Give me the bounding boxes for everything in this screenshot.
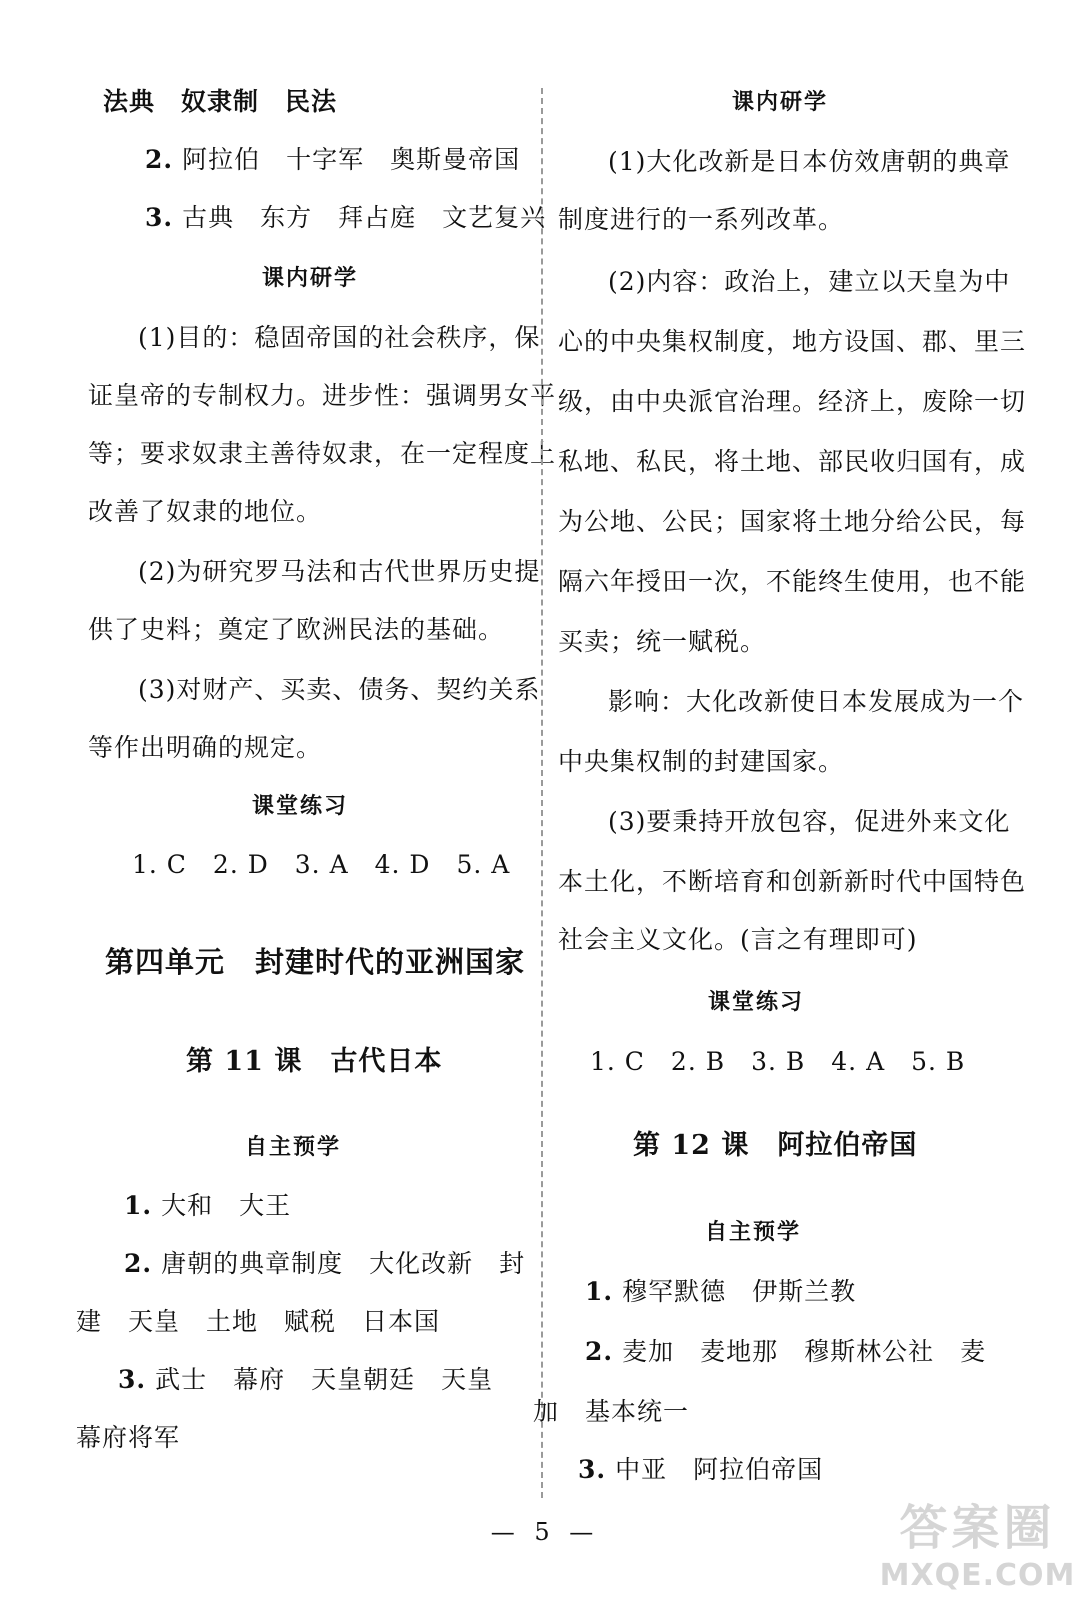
watermark-url: MXQE.COM bbox=[879, 1558, 1076, 1593]
item-number: 1. bbox=[124, 1191, 153, 1220]
section-heading-ketang-lianxi: 课堂练习 bbox=[252, 793, 349, 819]
section-heading-kenei-yanxue: 课内研学 bbox=[732, 89, 829, 115]
section-heading-kenei-yanxue: 课内研学 bbox=[262, 265, 359, 291]
item-number: 1. bbox=[585, 1277, 614, 1306]
item-number: 2. bbox=[585, 1337, 614, 1366]
preview-item-3 bbox=[118, 1360, 493, 1400]
paragraph-line: 级，由中央派官治理。经济上，废除一切 bbox=[558, 387, 1027, 416]
item-text: 阿拉伯 十字军 奥斯曼帝国 bbox=[182, 145, 521, 174]
preview-item-1 bbox=[124, 1186, 291, 1226]
paragraph-line: 改善了奴隶的地位。 bbox=[88, 497, 323, 526]
paragraph-line: 制度进行的一系列改革。 bbox=[558, 205, 845, 234]
preview-item-2-continued: 建 天皇 土地 赋税 日本国 bbox=[76, 1307, 441, 1336]
preview-item-3-continued: 幕府将军 bbox=[76, 1423, 181, 1452]
paragraph-line: 中央集权制的封建国家。 bbox=[558, 747, 845, 776]
paragraph-line: 私地、私民，将土地、部民收归国有，成 bbox=[558, 447, 1027, 476]
paragraph-line: (3)对财产、买卖、债务、契约关系 bbox=[138, 675, 541, 704]
paragraph-line: 等；要求奴隶主善待奴隶，在一定程度上 bbox=[88, 439, 557, 468]
preview-item-2-continued: 加 基本统一 bbox=[533, 1397, 690, 1426]
paragraph-line: 证皇帝的专制权力。进步性：强调男女平 bbox=[88, 381, 557, 410]
preview-item-1 bbox=[585, 1272, 856, 1312]
paragraph-line: (1)目的：稳固帝国的社会秩序，保 bbox=[138, 323, 541, 352]
item-text: 古典 东方 拜占庭 文艺复兴 bbox=[182, 203, 547, 232]
answer-item-3 bbox=[145, 198, 546, 238]
lesson-title: 第 12 课 阿拉伯帝国 bbox=[633, 1130, 918, 1161]
item-text: 武士 幕府 天皇朝廷 天皇 bbox=[155, 1365, 494, 1394]
paragraph-line: 影响：大化改新使日本发展成为一个 bbox=[608, 687, 1025, 716]
preview-item-3 bbox=[578, 1450, 823, 1490]
top-answer-line: 法典 奴隶制 民法 bbox=[103, 87, 338, 116]
paragraph-line: 心的中央集权制度，地方设国、郡、里三 bbox=[558, 327, 1027, 356]
paragraph-line: (1)大化改新是日本仿效唐朝的典章 bbox=[608, 147, 1011, 176]
paragraph-line: 买卖；统一赋税。 bbox=[558, 627, 767, 656]
unit-title: 第四单元 封建时代的亚洲国家 bbox=[105, 945, 526, 979]
paragraph-line: (3)要秉持开放包容，促进外来文化 bbox=[608, 807, 1011, 836]
item-text: 中亚 阿拉伯帝国 bbox=[615, 1455, 824, 1484]
item-number: 2. bbox=[124, 1249, 153, 1278]
answer-key-line: 1. C 2. B 3. B 4. A 5. B bbox=[590, 1047, 966, 1076]
paragraph-line: 本土化，不断培育和创新新时代中国特色 bbox=[558, 867, 1027, 896]
watermark-logo bbox=[870, 1498, 1085, 1598]
column-divider bbox=[541, 88, 543, 1498]
item-text: 穆罕默德 伊斯兰教 bbox=[622, 1277, 857, 1306]
item-number: 3. bbox=[578, 1455, 607, 1484]
lesson-title: 第 11 课 古代日本 bbox=[186, 1046, 443, 1077]
item-text: 麦加 麦地那 穆斯林公社 麦 bbox=[622, 1337, 987, 1366]
item-number: 3. bbox=[118, 1365, 147, 1394]
section-heading-ketang-lianxi: 课堂练习 bbox=[708, 989, 805, 1015]
paragraph-line: (2)内容：政治上，建立以天皇为中 bbox=[608, 267, 1011, 296]
page-number: — 5 — bbox=[490, 1518, 600, 1546]
item-text: 大和 大王 bbox=[161, 1191, 292, 1220]
preview-item-2 bbox=[124, 1244, 525, 1284]
paragraph-line: 供了史料；奠定了欧洲民法的基础。 bbox=[88, 615, 505, 644]
answer-item-2 bbox=[145, 140, 520, 180]
item-number: 2. bbox=[145, 145, 174, 174]
watermark-mark: 答案圈 bbox=[899, 1500, 1056, 1556]
paragraph-line: 等作出明确的规定。 bbox=[88, 733, 323, 762]
item-number: 3. bbox=[145, 203, 174, 232]
section-heading-zizhu-yuxue: 自主预学 bbox=[705, 1219, 802, 1245]
answer-key-line: 1. C 2. D 3. A 4. D 5. A bbox=[132, 850, 511, 879]
preview-item-2 bbox=[585, 1332, 986, 1372]
paragraph-line: 隔六年授田一次，不能终生使用，也不能 bbox=[558, 567, 1027, 596]
item-text: 唐朝的典章制度 大化改新 封 bbox=[161, 1249, 526, 1278]
section-heading-zizhu-yuxue: 自主预学 bbox=[245, 1134, 342, 1160]
paragraph-line: 社会主义文化。(言之有理即可) bbox=[558, 925, 918, 954]
paragraph-line: (2)为研究罗马法和古代世界历史提 bbox=[138, 557, 541, 586]
paragraph-line: 为公地、公民；国家将土地分给公民，每 bbox=[558, 507, 1027, 536]
